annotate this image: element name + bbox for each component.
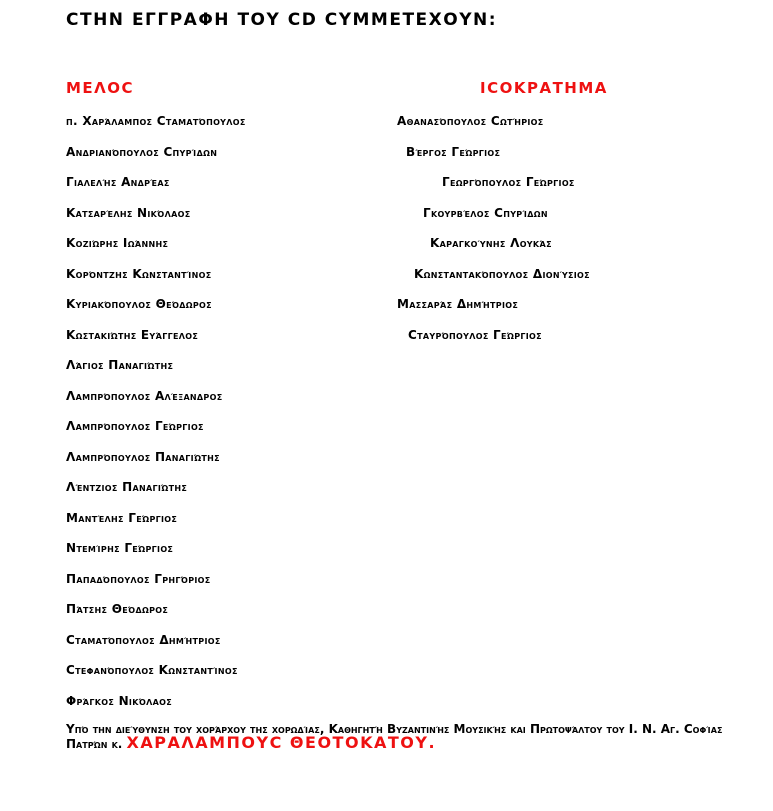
isokratima-member: Γκουρβέλος Cπυρίδων <box>423 206 548 220</box>
isokratima-heading: ΙCΟΚΡΑΤΗΜΑ <box>480 79 608 97</box>
conductor-note <box>66 722 726 751</box>
melos-member: Λάγιος Παναγιώτης <box>66 358 174 372</box>
isokratima-member: Γεωργόπουλος Γεώργιος <box>442 175 575 189</box>
melos-member: Πάτσης Θεόδωρος <box>66 602 169 616</box>
melos-member: Κυριακόπουλος Θεόδωρος <box>66 297 212 311</box>
conductor-name: ΧΑΡΑΛΑΜΠΟΥC ΘΕΟΤΟΚΑΤΟΥ <box>126 733 429 752</box>
conductor-note-text: Υπό την διεύθυνση του χοράρχου της χορωδίας, Καθηγητή Βυζαντινής Μουσικής και Πρωτοψάλτου του Ι. Ν. Αγ. Cοφίας Πατρών κ. <box>66 722 723 751</box>
melos-member: Cτεφανόπουλος Κωνσταντίνος <box>66 663 238 677</box>
melos-member: Λαμπρόπουλος Γεώργιος <box>66 419 204 433</box>
melos-member: Λέντζιος Παναγιώτης <box>66 480 188 494</box>
isokratima-member: Καραγκούνης Λουκάς <box>430 236 552 250</box>
melos-heading: ΜΕΛΟC <box>66 79 135 97</box>
melos-member: π. Χαράλαμπος Cταματόπουλος <box>66 114 246 128</box>
isokratima-member: Κωνσταντακόπουλος Διονύσιος <box>414 267 590 281</box>
melos-member: Λαμπρόπουλος Αλέξανδρος <box>66 389 223 403</box>
melos-member: Ντεμίρης Γεώργιος <box>66 541 174 555</box>
isokratima-member: Αθανασόπουλος Cωτήριος <box>397 114 544 128</box>
conductor-note-period: . <box>428 733 437 752</box>
melos-member: Ανδριανόπουλος Cπυρίδων <box>66 145 218 159</box>
melos-member: Μαντέλης Γεώργιος <box>66 511 178 525</box>
melos-member: Λαμπρόπουλος Παναγιώτης <box>66 450 220 464</box>
melos-member: Παπαδόπουλος Γρηγόριος <box>66 572 211 586</box>
melos-member: Κοζιώρης Ιωάννης <box>66 236 169 250</box>
isokratima-member: Cταυρόπουλος Γεώργιος <box>408 328 542 342</box>
document-title: CΤΗΝ ΕΓΓΡΑΦΗ ΤΟΥ CD CΥΜΜΕΤΕΧΟΥΝ: <box>66 10 498 30</box>
melos-member: Γιαλελής Ανδρέας <box>66 175 170 189</box>
isokratima-member: Μασσαράς Δημήτριος <box>397 297 519 311</box>
melos-member: Cταματόπουλος Δημήτριος <box>66 633 221 647</box>
isokratima-member: Βέργος Γεώργιος <box>406 145 501 159</box>
melos-member: Κατσαρέλης Νικόλαος <box>66 206 191 220</box>
melos-member: Κωστακιώτης Ευάγγελος <box>66 328 199 342</box>
melos-member: Κορόντζης Κωνσταντίνος <box>66 267 212 281</box>
melos-member: Φράγκος Νικόλαος <box>66 694 172 708</box>
